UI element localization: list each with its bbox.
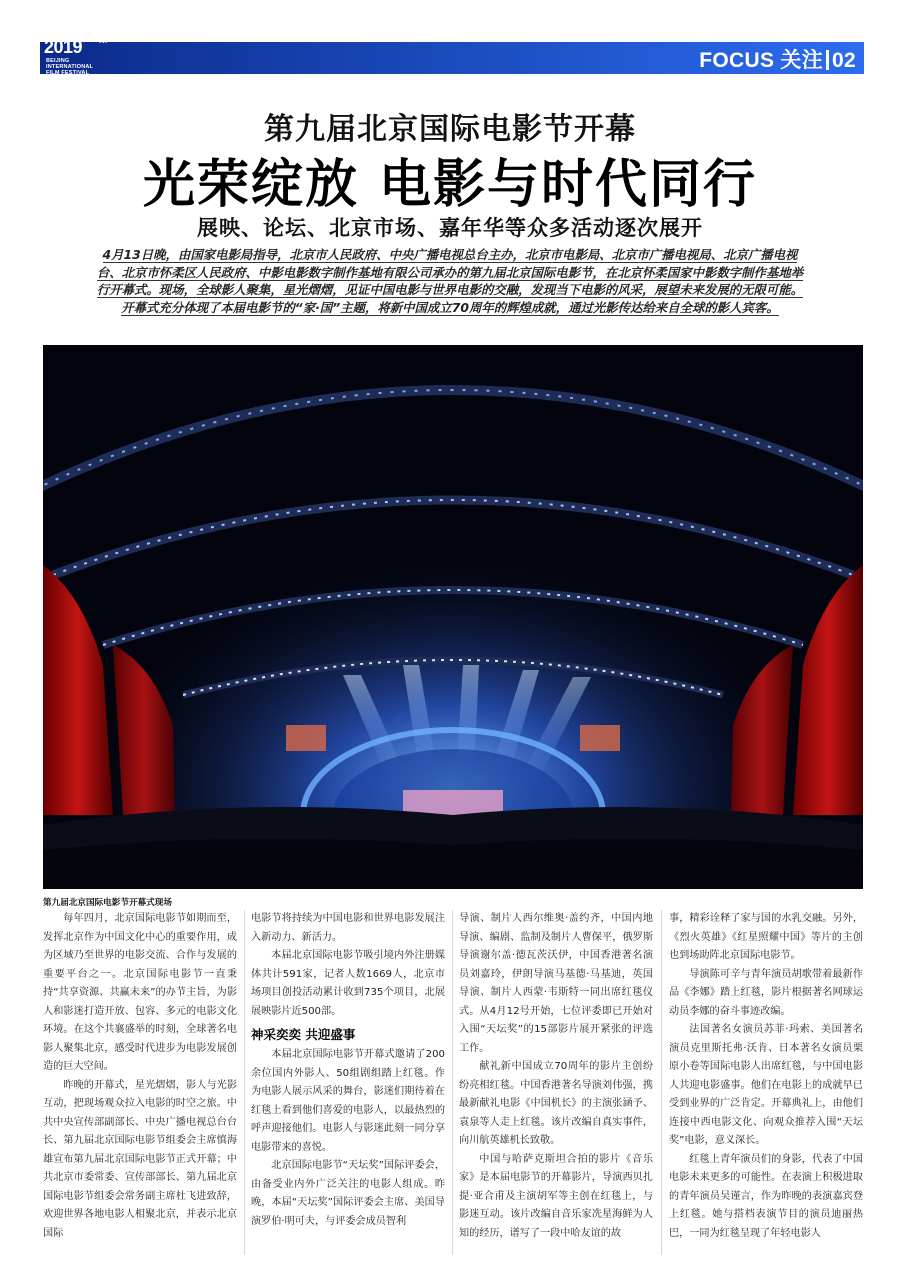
column-divider bbox=[452, 910, 453, 1255]
body-paragraph: 本届北京国际电影节吸引境内外注册媒体共计591家，记者人数1669人，北京市场项目创投活动累计收到735个项目，北展展映影片近500部。 bbox=[251, 950, 445, 1017]
body-paragraph: 导演、制片人西尔维奥·盖约齐，中国内地导演、编剧、监制及制片人曹保平，俄罗斯导演谢尔盖·德瓦茨沃伊，中国香港著名演员刘嘉玲，伊朗导演马基德·马基迪，英国导演、制片人西蒙·韦斯特一同出席红毯仪式。从4月12号开始，七位评委即已开始对入围“天坛奖”的15部影片展开紧张的评选工作。 bbox=[459, 913, 653, 1054]
section-label-group bbox=[699, 44, 856, 74]
body-paragraph: 法国著名女演员苏菲·玛索、美国著名演员克里斯托弗·沃肯、日本著名女演员栗原小卷等国际电影人出席红毯，与中国电影人共迎电影盛事。他们在电影上的成就早已受到业界的广泛肯定。开幕典礼上，由他们连接中西电影文化、向观众推荐入围“天坛奖”电影，意义深长。 bbox=[669, 1024, 863, 1146]
column-divider bbox=[661, 910, 662, 1255]
section-label: FOCUS 关注 bbox=[699, 49, 824, 72]
logo-year: 2019 bbox=[44, 37, 83, 57]
lede-paragraph bbox=[92, 246, 808, 316]
body-paragraph: 电影节将持续为中国电影和世界电影发展注入新动力、新活力。 bbox=[251, 913, 445, 943]
kicker-title: 第九届北京国际电影节开幕 bbox=[264, 112, 636, 147]
page-header bbox=[40, 36, 864, 78]
column-divider bbox=[244, 910, 245, 1255]
body-paragraph: 献礼新中国成立70周年的影片主创纷纷亮相红毯。中国香港著名导演刘伟强，携最新献礼电影《中国机长》的主演张涵予、袁泉等人走上红毯。该片改编自真实事件，向川航英雄机长致敬。 bbox=[459, 1061, 653, 1146]
article-body bbox=[43, 910, 863, 1255]
body-paragraph: 事，精彩诠释了家与国的水乳交融。另外，《烈火英雄》《红星照耀中国》等片的主创也到场助阵北京国际电影节。 bbox=[669, 913, 863, 961]
body-paragraph: 本届北京国际电影节开幕式邀请了200余位国内外影人、50组剧组踏上红毯。作为电影人展示风采的舞台，影迷们期待着在红毯上看到他们喜爱的电影人，以最热烈的呼声迎接他们。电影人与影迷此刻一同分享电影带来的喜悦。 bbox=[251, 1049, 445, 1153]
body-column-4 bbox=[669, 910, 863, 1255]
body-column-3 bbox=[459, 910, 653, 1255]
logo-line-international: INTERNATIONAL bbox=[46, 64, 94, 70]
body-paragraph: 北京国际电影节“天坛奖”国际评委会，由备受业内外广泛关注的电影人组成。昨晚，本届“天坛奖”国际评委会主席、美国导演罗伯·明可夫，与评委会成员智利 bbox=[251, 1160, 445, 1227]
page-number: 02 bbox=[832, 49, 856, 72]
section-subheading: 神采奕奕 共迎盛事 bbox=[251, 1027, 356, 1042]
body-paragraph: 中国与哈萨克斯坦合拍的影片《音乐家》是本届电影节的开幕影片，导演西贝扎提·亚合甫及主演胡军等主创在红毯上，与影迷互动。该片改编自音乐家冼星海鲜为人知的经历，谱写了一段中哈友谊的故 bbox=[459, 1153, 653, 1239]
main-headline: 光荣绽放 电影与时代同行 bbox=[142, 155, 758, 215]
body-paragraph: 昨晚的开幕式，星光熠熠，影人与光影互动，把现场观众拉入电影的时空之旅。中共中央宣传部副部长、中央广播电视总台台长、第九届北京国际电影节组委会主席慎海雄宣布第九届北京国际电影节正式开幕；中共北京市委常委、宣传部部长、第九届北京国际电影节组委会常务副主席杜飞进致辞，欢迎世界各地电影人相聚北京，并表示北京国际 bbox=[43, 1079, 237, 1239]
logo-line-film-festival: FILM FESTIVAL bbox=[46, 70, 90, 76]
photo-caption: 第九届北京国际电影节开幕式现场 bbox=[43, 898, 172, 908]
section-divider bbox=[826, 50, 829, 70]
opening-ceremony-photo bbox=[43, 345, 863, 889]
festival-logo bbox=[40, 36, 126, 78]
logo-line-beijing: BEIJING bbox=[46, 58, 70, 64]
logo-th: TH bbox=[98, 38, 108, 45]
body-paragraph: 每年四月，北京国际电影节如期而至，发挥北京作为中国文化中心的重要作用，成为区域乃至世界的电影交流、合作与发展的重要平台之一。北京国际电影节一直秉持“共享资源、共赢未来”的办节主旨，为影人和影迷打造开放、包容、多元的电影文化环境。在这个共襄盛举的时刻，全球著名电影人聚集北京，感受时代进步为电影发展创造的巨大空间。 bbox=[43, 913, 237, 1072]
subheadline: 展映、论坛、北京市场、嘉年华等众多活动逐次展开 bbox=[197, 216, 703, 240]
body-paragraph: 导演陈可辛与青年演员胡歌带着最新作品《李娜》踏上红毯，影片根据著名网球运动员李娜的奋斗事迹改编。 bbox=[669, 968, 863, 1017]
body-column-1 bbox=[43, 910, 237, 1255]
lede-text: 4月13日晚，由国家电影局指导，北京市人民政府、中央广播电视总台主办，北京市电影局、北京市广播电视局、北京广播电视台、北京市怀柔区人民政府、中影电影数字制作基地有限公司承办的第九届北京国际电影节，在北京怀柔国家中影数字制作基地举行开幕式。现场，全球影人聚集，星光熠熠，见证中国电影与世界电影的交融，发现当下电影的风采，展望未来发展的无限可能。开幕式充分体现了本届电影节的“家·国”主题，将新中国成立70周年的辉煌成就，通过光影传达给来自全球的影人宾客。 bbox=[96, 247, 804, 315]
body-paragraph: 红毯上青年演员们的身影，代表了中国电影未来更多的可能性。在表演上积极进取的青年演员吴谨言，作为昨晚的表演嘉宾登上红毯。她与搭档表演节目的演员迪丽热巴，一同为红毯呈现了年轻电影人 bbox=[669, 1153, 863, 1239]
stage-illustration bbox=[43, 345, 863, 889]
body-column-2 bbox=[251, 910, 445, 1255]
